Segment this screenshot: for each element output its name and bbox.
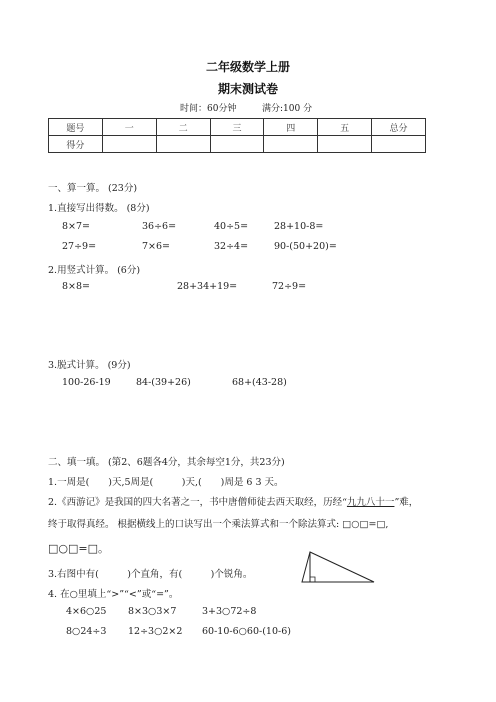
page-subtitle: 期末测试卷	[217, 82, 278, 96]
problem: 100-26-19	[62, 377, 111, 388]
s2-q2-text: 2.《西游记》是我国的四大名著之一，书中唐僧师徒去西天取经，历经“	[48, 497, 347, 508]
section2-heading: 二、填一填。 (第2、6题各4分，其余每空1分，共23分)	[48, 457, 285, 468]
problem: 36÷6=	[142, 221, 177, 232]
score-cell[interactable]	[102, 136, 156, 153]
score-cell[interactable]	[318, 136, 372, 153]
score-cell[interactable]	[210, 136, 264, 153]
problem: 32÷4=	[214, 241, 249, 252]
problem: 27÷9=	[62, 241, 97, 252]
table-header-cell: 四	[264, 119, 318, 136]
s2-q2-text: ”难，	[394, 497, 419, 508]
q3-row	[62, 377, 287, 388]
problem: 8×7=	[62, 221, 91, 232]
comparison-problem: 12÷3○2×2	[128, 626, 183, 637]
right-triangle-figure	[300, 548, 380, 588]
q1-row2	[62, 241, 337, 252]
problem: 68+(43-28)	[232, 377, 287, 388]
s2-q2-underlined: 九九八十一	[346, 497, 395, 508]
table-header-cell: 二	[156, 119, 210, 136]
table-header-cell: 一	[102, 119, 156, 136]
score-table	[48, 118, 426, 153]
table-row-label: 得分	[49, 136, 103, 153]
comparison-problem: 8○24÷3	[66, 626, 107, 637]
s2-q4-row1	[66, 606, 256, 617]
q2-label: 2.用竖式计算。 (6分)	[48, 265, 141, 276]
score-cell[interactable]	[372, 136, 426, 153]
problem: 7×6=	[142, 241, 171, 252]
score-cell[interactable]	[264, 136, 318, 153]
s2-q4-row2	[66, 626, 291, 637]
section1-heading: 一、算一算。 (23分)	[48, 183, 138, 194]
table-header-cell: 题号	[49, 119, 103, 136]
score-info: 满分:100 分	[262, 104, 313, 114]
s2-q3: 3.右图中有( )个直角，有( )个锐角。	[48, 569, 253, 580]
table-header-cell: 五	[318, 119, 372, 136]
problem: 8×8=	[62, 281, 91, 292]
problem: 90-(50+20)=	[274, 241, 337, 252]
problem: 72÷9=	[272, 281, 307, 292]
score-cell[interactable]	[156, 136, 210, 153]
s2-q4-label: 4. 在○里填上“>”“<”或“=”。	[48, 589, 179, 600]
time-info: 时间：60分钟	[180, 104, 237, 114]
problem: 28+34+19=	[177, 281, 238, 292]
score-table-header-row	[49, 119, 426, 136]
q1-row1	[62, 221, 323, 232]
problem: 28+10-8=	[274, 221, 324, 232]
q3-label: 3.脱式计算。 (9分)	[48, 360, 131, 371]
q2-row	[62, 281, 306, 292]
s2-q2-line3: □○□=□。	[48, 542, 109, 555]
s2-q2-line2: 终于取得真经。 根据横线上的口诀写出一个乘法算式和一个除法算式: □○□=□,	[48, 519, 389, 530]
score-table-score-row	[49, 136, 426, 153]
comparison-problem: 4×6○25	[66, 606, 107, 617]
problem: 40÷5=	[214, 221, 249, 232]
s2-q1: 1.一周是( )天,5周是( )天,( )周是 6 3 天。	[48, 477, 284, 488]
page-title: 二年级数学上册	[205, 60, 290, 74]
table-header-cell: 三	[210, 119, 264, 136]
comparison-problem: 8×3○3×7	[128, 606, 177, 617]
comparison-problem: 60-10-6○60-(10-6)	[202, 626, 291, 637]
q1-label: 1.直接写出得数。 (8分)	[48, 203, 150, 214]
table-header-cell: 总分	[372, 119, 426, 136]
s2-q2-line1	[48, 494, 418, 508]
problem: 84-(39+26)	[136, 377, 191, 388]
comparison-problem: 3+3○72÷8	[202, 606, 257, 617]
